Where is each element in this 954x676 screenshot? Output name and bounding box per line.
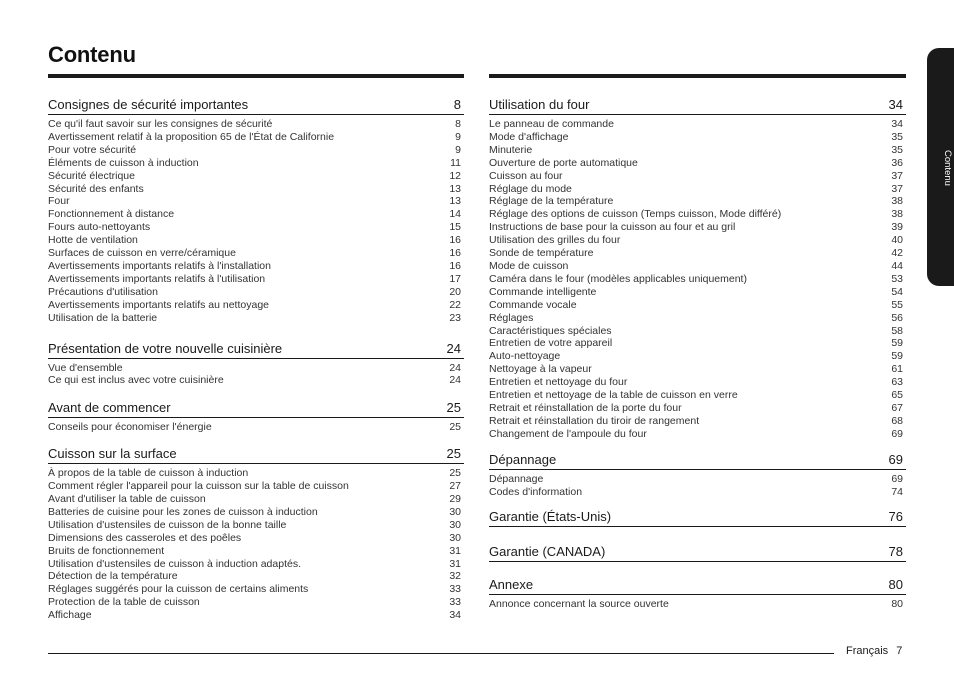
toc-entry-page: 24	[449, 361, 461, 374]
toc-entry-list	[489, 470, 906, 499]
toc-entry-label: Réglage du mode	[489, 182, 572, 195]
toc-entry[interactable]	[48, 312, 464, 325]
toc-entry[interactable]	[48, 421, 464, 434]
toc-entry[interactable]	[489, 221, 906, 234]
toc-entry-label: Ouverture de porte automatique	[489, 156, 638, 169]
toc-entry[interactable]	[489, 376, 906, 389]
toc-entry-page: 53	[891, 272, 903, 285]
toc-entry-page: 44	[891, 259, 903, 272]
toc-section	[489, 544, 906, 562]
toc-entry[interactable]	[489, 402, 906, 415]
toc-entry[interactable]	[489, 170, 906, 183]
toc-section-heading[interactable]	[48, 400, 464, 418]
toc-entry-label: Éléments de cuisson à induction	[48, 156, 199, 169]
toc-section-heading[interactable]	[489, 97, 906, 115]
toc-entry-page: 42	[891, 247, 903, 260]
toc-section-heading[interactable]	[48, 97, 464, 115]
toc-entry-label: Retrait et réinstallation du tiroir de rangement	[489, 414, 700, 427]
toc-entry[interactable]	[489, 473, 906, 486]
toc-entry-page: 22	[449, 298, 461, 311]
toc-entry-page: 35	[891, 130, 903, 143]
toc-entry-page: 27	[449, 480, 461, 493]
footer-rule	[48, 653, 834, 654]
toc-entry-label: Comment régler l'appareil pour la cuisson sur la table de cuisson	[48, 480, 349, 493]
toc-entry[interactable]	[489, 118, 906, 131]
column-rule	[489, 74, 906, 78]
toc-entry[interactable]	[48, 596, 464, 609]
toc-section-page: 25	[446, 400, 461, 416]
toc-entry-page: 31	[449, 557, 461, 570]
toc-entry[interactable]	[489, 195, 906, 208]
toc-section-title: Garantie (États-Unis)	[489, 509, 612, 525]
toc-entry[interactable]	[489, 337, 906, 350]
toc-entry-label: Affichage	[48, 609, 92, 622]
toc-section	[489, 509, 906, 527]
toc-entry-label: Réglages suggérés pour la cuisson de certains aliments	[48, 583, 309, 596]
toc-entry[interactable]	[48, 234, 464, 247]
toc-entry[interactable]	[489, 131, 906, 144]
toc-entry-page: 36	[891, 156, 903, 169]
toc-entry[interactable]	[48, 609, 464, 622]
toc-entry-page: 35	[891, 143, 903, 156]
column-rule	[48, 74, 464, 78]
toc-section-heading[interactable]	[48, 446, 464, 464]
toc-entry[interactable]	[48, 493, 464, 506]
toc-entry[interactable]	[489, 273, 906, 286]
toc-entry-label: Mode d'affichage	[489, 130, 569, 143]
toc-entry[interactable]	[489, 183, 906, 196]
toc-entry-page: 59	[891, 337, 903, 350]
toc-entry[interactable]	[48, 506, 464, 519]
toc-entry-page: 67	[891, 401, 903, 414]
toc-sections-right	[489, 97, 906, 611]
toc-entry-page: 17	[449, 272, 461, 285]
toc-entry-label: Auto-nettoyage	[489, 350, 561, 363]
toc-entry[interactable]	[489, 428, 906, 441]
toc-entry-label: Cuisson au four	[489, 169, 563, 182]
toc-entry-page: 16	[449, 247, 461, 260]
toc-entry-page: 11	[450, 156, 461, 169]
footer	[846, 645, 902, 657]
toc-entry[interactable]	[489, 389, 906, 402]
toc-entry[interactable]	[48, 157, 464, 170]
toc-section-page: 8	[453, 97, 461, 112]
toc-entry-label: Entretien de votre appareil	[489, 337, 613, 350]
toc-entry-label: Vue d'ensemble	[48, 361, 123, 374]
toc-entry[interactable]	[48, 221, 464, 234]
toc-entry-label: Utilisation de la batterie	[48, 311, 158, 324]
toc-section-title: Avant de commencer	[48, 400, 171, 416]
toc-entry[interactable]	[489, 260, 906, 273]
toc-entry[interactable]	[48, 558, 464, 571]
toc-entry-page: 31	[449, 544, 461, 557]
toc-entry-label: Hotte de ventilation	[48, 234, 138, 247]
toc-entry[interactable]	[48, 532, 464, 545]
toc-entry-list	[48, 115, 464, 325]
toc-section	[489, 577, 906, 611]
toc-entry[interactable]	[48, 467, 464, 480]
toc-entry[interactable]	[489, 144, 906, 157]
toc-entry-label: Minuterie	[489, 143, 533, 156]
toc-column-right	[489, 74, 906, 611]
toc-entry-page: 30	[449, 505, 461, 518]
toc-entry[interactable]	[48, 362, 464, 375]
toc-section-page: 76	[888, 509, 903, 525]
toc-entry[interactable]	[489, 234, 906, 247]
toc-entry[interactable]	[48, 195, 464, 208]
toc-entry-page: 12	[449, 169, 461, 182]
toc-entry-label: Précautions d'utilisation	[48, 285, 158, 298]
toc-entry-label: Utilisation des grilles du four	[489, 234, 621, 247]
toc-entry[interactable]	[489, 299, 906, 312]
toc-entry[interactable]	[48, 299, 464, 312]
toc-entry-label: Commande vocale	[489, 298, 577, 311]
toc-entry-page: 23	[449, 311, 461, 324]
toc-entry-page: 14	[449, 208, 461, 221]
toc-entry-page: 15	[449, 221, 461, 234]
toc-section	[48, 341, 464, 388]
toc-entry-page: 33	[449, 596, 461, 609]
toc-entry-label: Le panneau de commande	[489, 118, 614, 130]
toc-section	[48, 97, 464, 325]
toc-entry-page: 29	[449, 493, 461, 506]
toc-section-title: Consignes de sécurité importantes	[48, 97, 249, 112]
toc-entry[interactable]	[48, 286, 464, 299]
toc-entry[interactable]	[489, 312, 906, 325]
toc-entry-label: Réglage de la température	[489, 195, 614, 208]
toc-entry-label: Surfaces de cuisson en verre/céramique	[48, 247, 236, 260]
toc-entry-label: Dimensions des casseroles et des poêles	[48, 531, 242, 544]
toc-entry-page: 37	[891, 182, 903, 195]
toc-entry-label: Codes d'information	[489, 485, 583, 498]
toc-entry[interactable]	[48, 208, 464, 221]
toc-entry[interactable]	[489, 415, 906, 428]
toc-entry-label: Entretien et nettoyage du four	[489, 376, 628, 389]
toc-entry-page: 16	[449, 234, 461, 247]
toc-entry[interactable]	[48, 170, 464, 183]
toc-section	[489, 97, 906, 441]
toc-entry-page: 55	[891, 298, 903, 311]
toc-entry-page: 30	[449, 531, 461, 544]
toc-entry-list	[489, 115, 906, 441]
toc-entry-page: 25	[449, 467, 461, 480]
toc-entry-label: Fours auto-nettoyants	[48, 221, 151, 234]
toc-entry-label: Commande intelligente	[489, 285, 597, 298]
footer-language: Français	[846, 645, 889, 657]
toc-entry[interactable]	[489, 208, 906, 221]
toc-section-title: Annexe	[489, 577, 534, 593]
toc-entry-label: Bruits de fonctionnement	[48, 544, 165, 557]
toc-entry-label: Dépannage	[489, 472, 544, 485]
toc-section	[48, 400, 464, 434]
toc-entry-label: Instructions de base pour la cuisson au four et au gril	[489, 221, 736, 234]
toc-entry-label: Réglages	[489, 311, 534, 324]
toc-entry-page: 80	[891, 598, 903, 611]
toc-entry-label: Utilisation d'ustensiles de cuisson à induction adaptés.	[48, 557, 301, 570]
toc-entry-label: Ce qu'il faut savoir sur les consignes de sécurité	[48, 118, 273, 130]
toc-section	[489, 452, 906, 499]
toc-entry[interactable]	[48, 570, 464, 583]
toc-entry[interactable]	[48, 374, 464, 387]
toc-entry-page: 56	[891, 311, 903, 324]
toc-sections-left	[48, 97, 464, 622]
toc-section-page: 80	[888, 577, 903, 593]
toc-entry-list	[48, 359, 464, 388]
toc-entry-label: Avant d'utiliser la table de cuisson	[48, 493, 206, 506]
toc-entry-page: 13	[449, 195, 461, 208]
toc-entry[interactable]	[48, 260, 464, 273]
toc-entry-label: Caméra dans le four (modèles applicables uniquement)	[489, 272, 747, 285]
toc-entry-list	[48, 418, 464, 434]
toc-section-heading[interactable]	[48, 341, 464, 359]
toc-entry-label: Annonce concernant la source ouverte	[489, 598, 669, 611]
toc-entry-label: Fonctionnement à distance	[48, 208, 175, 221]
toc-section-title: Utilisation du four	[489, 97, 590, 112]
toc-entry[interactable]	[48, 273, 464, 286]
toc-entry-label: Retrait et réinstallation de la porte du four	[489, 401, 682, 414]
toc-entry[interactable]	[48, 144, 464, 157]
toc-entry-page: 8	[455, 118, 461, 130]
toc-entry-label: Pour votre sécurité	[48, 143, 137, 156]
toc-entry[interactable]	[489, 247, 906, 260]
toc-entry-label: Utilisation d'ustensiles de cuisson de la bonne taille	[48, 518, 287, 531]
toc-entry-page: 9	[455, 143, 461, 156]
toc-entry-page: 69	[891, 472, 903, 485]
toc-entry-label: Détection de la température	[48, 570, 178, 583]
toc-entry-label: Four	[48, 195, 70, 208]
toc-entry-page: 38	[891, 208, 903, 221]
toc-section-title: Présentation de votre nouvelle cuisinière	[48, 340, 283, 356]
toc-entry-page: 61	[891, 363, 903, 376]
toc-entry-page: 13	[449, 182, 461, 195]
toc-entry[interactable]	[48, 247, 464, 260]
toc-entry-page: 74	[891, 485, 903, 498]
toc-entry-page: 65	[891, 389, 903, 402]
page-title: Contenu	[48, 42, 136, 67]
toc-entry-label: Sécurité électrique	[48, 169, 135, 182]
toc-section-page: 34	[888, 97, 903, 112]
toc-entry-page: 34	[891, 118, 903, 130]
toc-entry[interactable]	[489, 598, 906, 611]
toc-entry-page: 32	[449, 570, 461, 583]
toc-section-heading[interactable]	[489, 577, 906, 595]
side-tab-label: Contenu	[942, 150, 953, 186]
toc-entry[interactable]	[489, 363, 906, 376]
toc-entry[interactable]	[48, 519, 464, 532]
toc-section	[48, 446, 464, 622]
toc-section-page: 69	[888, 451, 903, 467]
toc-section-heading[interactable]	[489, 509, 906, 527]
toc-section-page: 24	[446, 340, 461, 356]
toc-section-title: Garantie (CANADA)	[489, 544, 606, 560]
toc-section-title: Cuisson sur la surface	[48, 446, 177, 462]
toc-entry-page: 59	[891, 350, 903, 363]
toc-entry[interactable]	[489, 157, 906, 170]
toc-entry-label: Protection de la table de cuisson	[48, 596, 200, 609]
toc-entry-page: 30	[449, 518, 461, 531]
toc-entry[interactable]	[48, 183, 464, 196]
toc-entry-page: 9	[455, 130, 461, 143]
toc-entry-page: 37	[891, 169, 903, 182]
toc-section-heading[interactable]	[489, 544, 906, 562]
toc-entry-label: Conseils pour économiser l'énergie	[48, 421, 212, 434]
toc-entry-page: 16	[449, 259, 461, 272]
toc-entry-page: 63	[891, 376, 903, 389]
toc-entry-label: Réglage des options de cuisson (Temps cuisson, Mode différé)	[489, 208, 782, 221]
toc-entry-label: Sécurité des enfants	[48, 182, 144, 195]
toc-entry-list	[48, 464, 464, 622]
toc-entry-label: À propos de la table de cuisson à induction	[48, 467, 249, 480]
toc-entry[interactable]	[48, 480, 464, 493]
toc-entry[interactable]	[489, 350, 906, 363]
toc-entry-page: 54	[891, 285, 903, 298]
toc-entry[interactable]	[489, 286, 906, 299]
toc-entry[interactable]	[48, 118, 464, 131]
toc-entry-label: Changement de l'ampoule du four	[489, 427, 647, 440]
toc-entry-page: 34	[449, 609, 461, 622]
toc-section-title: Dépannage	[489, 451, 557, 467]
toc-entry-page: 58	[891, 324, 903, 337]
toc-entry-page: 39	[891, 221, 903, 234]
toc-entry-page: 40	[891, 234, 903, 247]
toc-entry-page: 33	[449, 583, 461, 596]
toc-column-left	[48, 74, 464, 622]
toc-entry-page: 25	[449, 421, 461, 434]
toc-entry-page: 69	[891, 427, 903, 440]
toc-entry-page: 24	[449, 374, 461, 387]
toc-entry-label: Ce qui est inclus avec votre cuisinière	[48, 374, 224, 387]
toc-entry-label: Caractéristiques spéciales	[489, 324, 612, 337]
toc-section-heading[interactable]	[489, 452, 906, 470]
toc-entry-label: Entretien et nettoyage de la table de cuisson en verre	[489, 389, 738, 402]
toc-entry[interactable]	[489, 325, 906, 338]
toc-entry-label: Avertissement relatif à la proposition 65 de l'État de Californie	[48, 130, 335, 143]
toc-entry-label: Batteries de cuisine pour les zones de cuisson à induction	[48, 505, 318, 518]
toc-section-page: 25	[446, 446, 461, 462]
toc-section-page: 78	[888, 544, 903, 560]
toc-entry-page: 38	[891, 195, 903, 208]
toc-entry-label: Avertissements importants relatifs à l'installation	[48, 259, 271, 272]
toc-entry-label: Nettoyage à la vapeur	[489, 363, 592, 376]
toc-entry[interactable]	[48, 545, 464, 558]
toc-entry[interactable]	[48, 583, 464, 596]
toc-entry[interactable]	[489, 486, 906, 499]
toc-entry[interactable]	[48, 131, 464, 144]
toc-entry-label: Sonde de température	[489, 247, 594, 260]
toc-entry-label: Mode de cuisson	[489, 259, 569, 272]
toc-entry-label: Avertissements importants relatifs au nettoyage	[48, 298, 269, 311]
toc-entry-page: 20	[449, 285, 461, 298]
toc-entry-list	[489, 595, 906, 611]
footer-page-number: 7	[896, 645, 903, 657]
toc-entry-label: Avertissements importants relatifs à l'utilisation	[48, 272, 266, 285]
toc-entry-page: 68	[891, 414, 903, 427]
